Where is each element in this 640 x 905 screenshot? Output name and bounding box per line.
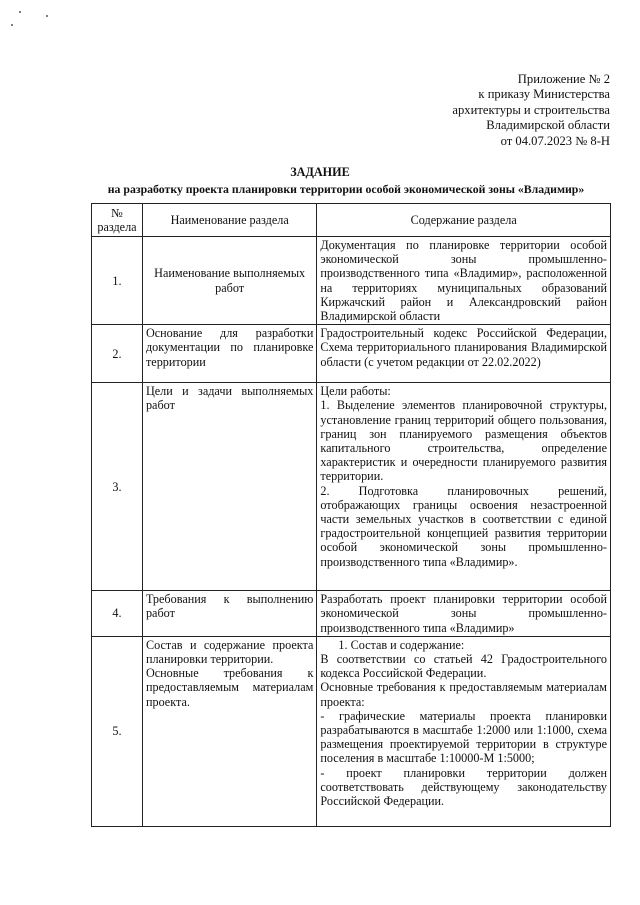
content-paragraph: Документация по планировке территории особой экономической зоны промышленно-производственного типа «Владимир», расположенной на территориях муниципальных образований Киржачский район и Александровский район Владимирской области: [320, 238, 607, 324]
row-name: [142, 636, 316, 826]
content-paragraph: - проект планировки территории должен соответствовать действующему законодательству Российской Федерации.: [320, 765, 607, 809]
appendix-line: от 04.07.2023 № 8-Н: [500, 133, 610, 148]
content-paragraph: Разработать проект планировки территории особой экономической зоны промышленно-производственного типа «Владимир»: [320, 592, 607, 635]
content-paragraph: 2. Подготовка планировочных решений, отображающих границы освоения незастроенной части земельных участков в соответствии с единой градостроительной концепцией развития территории особой экономической зоны промышленно-производственного типа «Владимир».: [320, 483, 607, 569]
scan-speck: [19, 11, 21, 13]
appendix-line: к приказу Министерства: [478, 87, 610, 102]
table-row: [92, 237, 611, 325]
content-paragraph: 1. Состав и содержание:: [338, 637, 465, 652]
content-paragraph: - графические материалы проекта планировки разрабатываются в масштабе 1:2000 или 1:1000, схема размещения проектируемой территории в структуре поселения в масштабе 1:10000-М 1:5000;: [320, 708, 607, 766]
scan-speck: [46, 15, 48, 17]
header-content: Содержание раздела: [317, 204, 611, 237]
row-content: [317, 591, 611, 637]
document-title: ЗАДАНИЕ: [290, 165, 350, 179]
table-row: [92, 325, 611, 383]
row-name: Требования к выполнению работ: [142, 591, 316, 637]
table-row: [92, 591, 611, 637]
document-subtitle: на разработку проекта планировки территории особой экономической зоны «Владимир»: [107, 182, 585, 196]
appendix-line: Приложение № 2: [517, 72, 610, 86]
appendix-block: [452, 72, 610, 149]
content-paragraph: В соответствии со статьей 42 Градостроительного кодекса Российской Федерации.: [320, 652, 607, 681]
row-content: [317, 325, 611, 383]
appendix-line: Владимирской области: [486, 118, 610, 133]
row-content: [317, 237, 611, 325]
row-name: Наименование выполняемых работ: [142, 237, 316, 325]
content-paragraph: Градостроительный кодекс Российской Федерации, Схема территориального планирования Владимирской области (с учетом редакции от 22.02.2022): [320, 326, 607, 369]
table-row: [92, 636, 611, 826]
row-num: 4.: [92, 591, 143, 637]
table-row: [92, 383, 611, 591]
header-num: № раздела: [92, 204, 143, 237]
scan-speck: [11, 24, 13, 26]
row-num: 3.: [92, 383, 143, 591]
content-paragraph: Цели работы:: [320, 384, 391, 399]
row-num: 5.: [92, 636, 143, 826]
task-table: [91, 203, 611, 827]
row-name: Цели и задачи выполняемых работ: [142, 383, 316, 591]
content-paragraph: Основные требования к предоставляемым материалам проекта:: [320, 680, 607, 709]
row-content: [317, 636, 611, 826]
row-num: 2.: [92, 325, 143, 383]
table-header-row: [92, 204, 611, 237]
appendix-line: архитектуры и строительства: [452, 102, 610, 117]
content-paragraph: 1. Выделение элементов планировочной структуры, установление границ территорий общего пользования, границ зон планируемого размещения объектов капитального строительства, определение характеристик и очередности планируемого развития территории.: [320, 398, 607, 484]
row-name: Основание для разработки документации по планировке территории: [142, 325, 316, 383]
row-name-part: Основные требования к предоставляемым материалам проекта.: [145, 666, 314, 709]
row-content: [317, 383, 611, 591]
row-num: 1.: [92, 237, 143, 325]
row-name-part: Состав и содержание проекта планировки территории.: [145, 637, 314, 667]
header-name: Наименование раздела: [142, 204, 316, 237]
